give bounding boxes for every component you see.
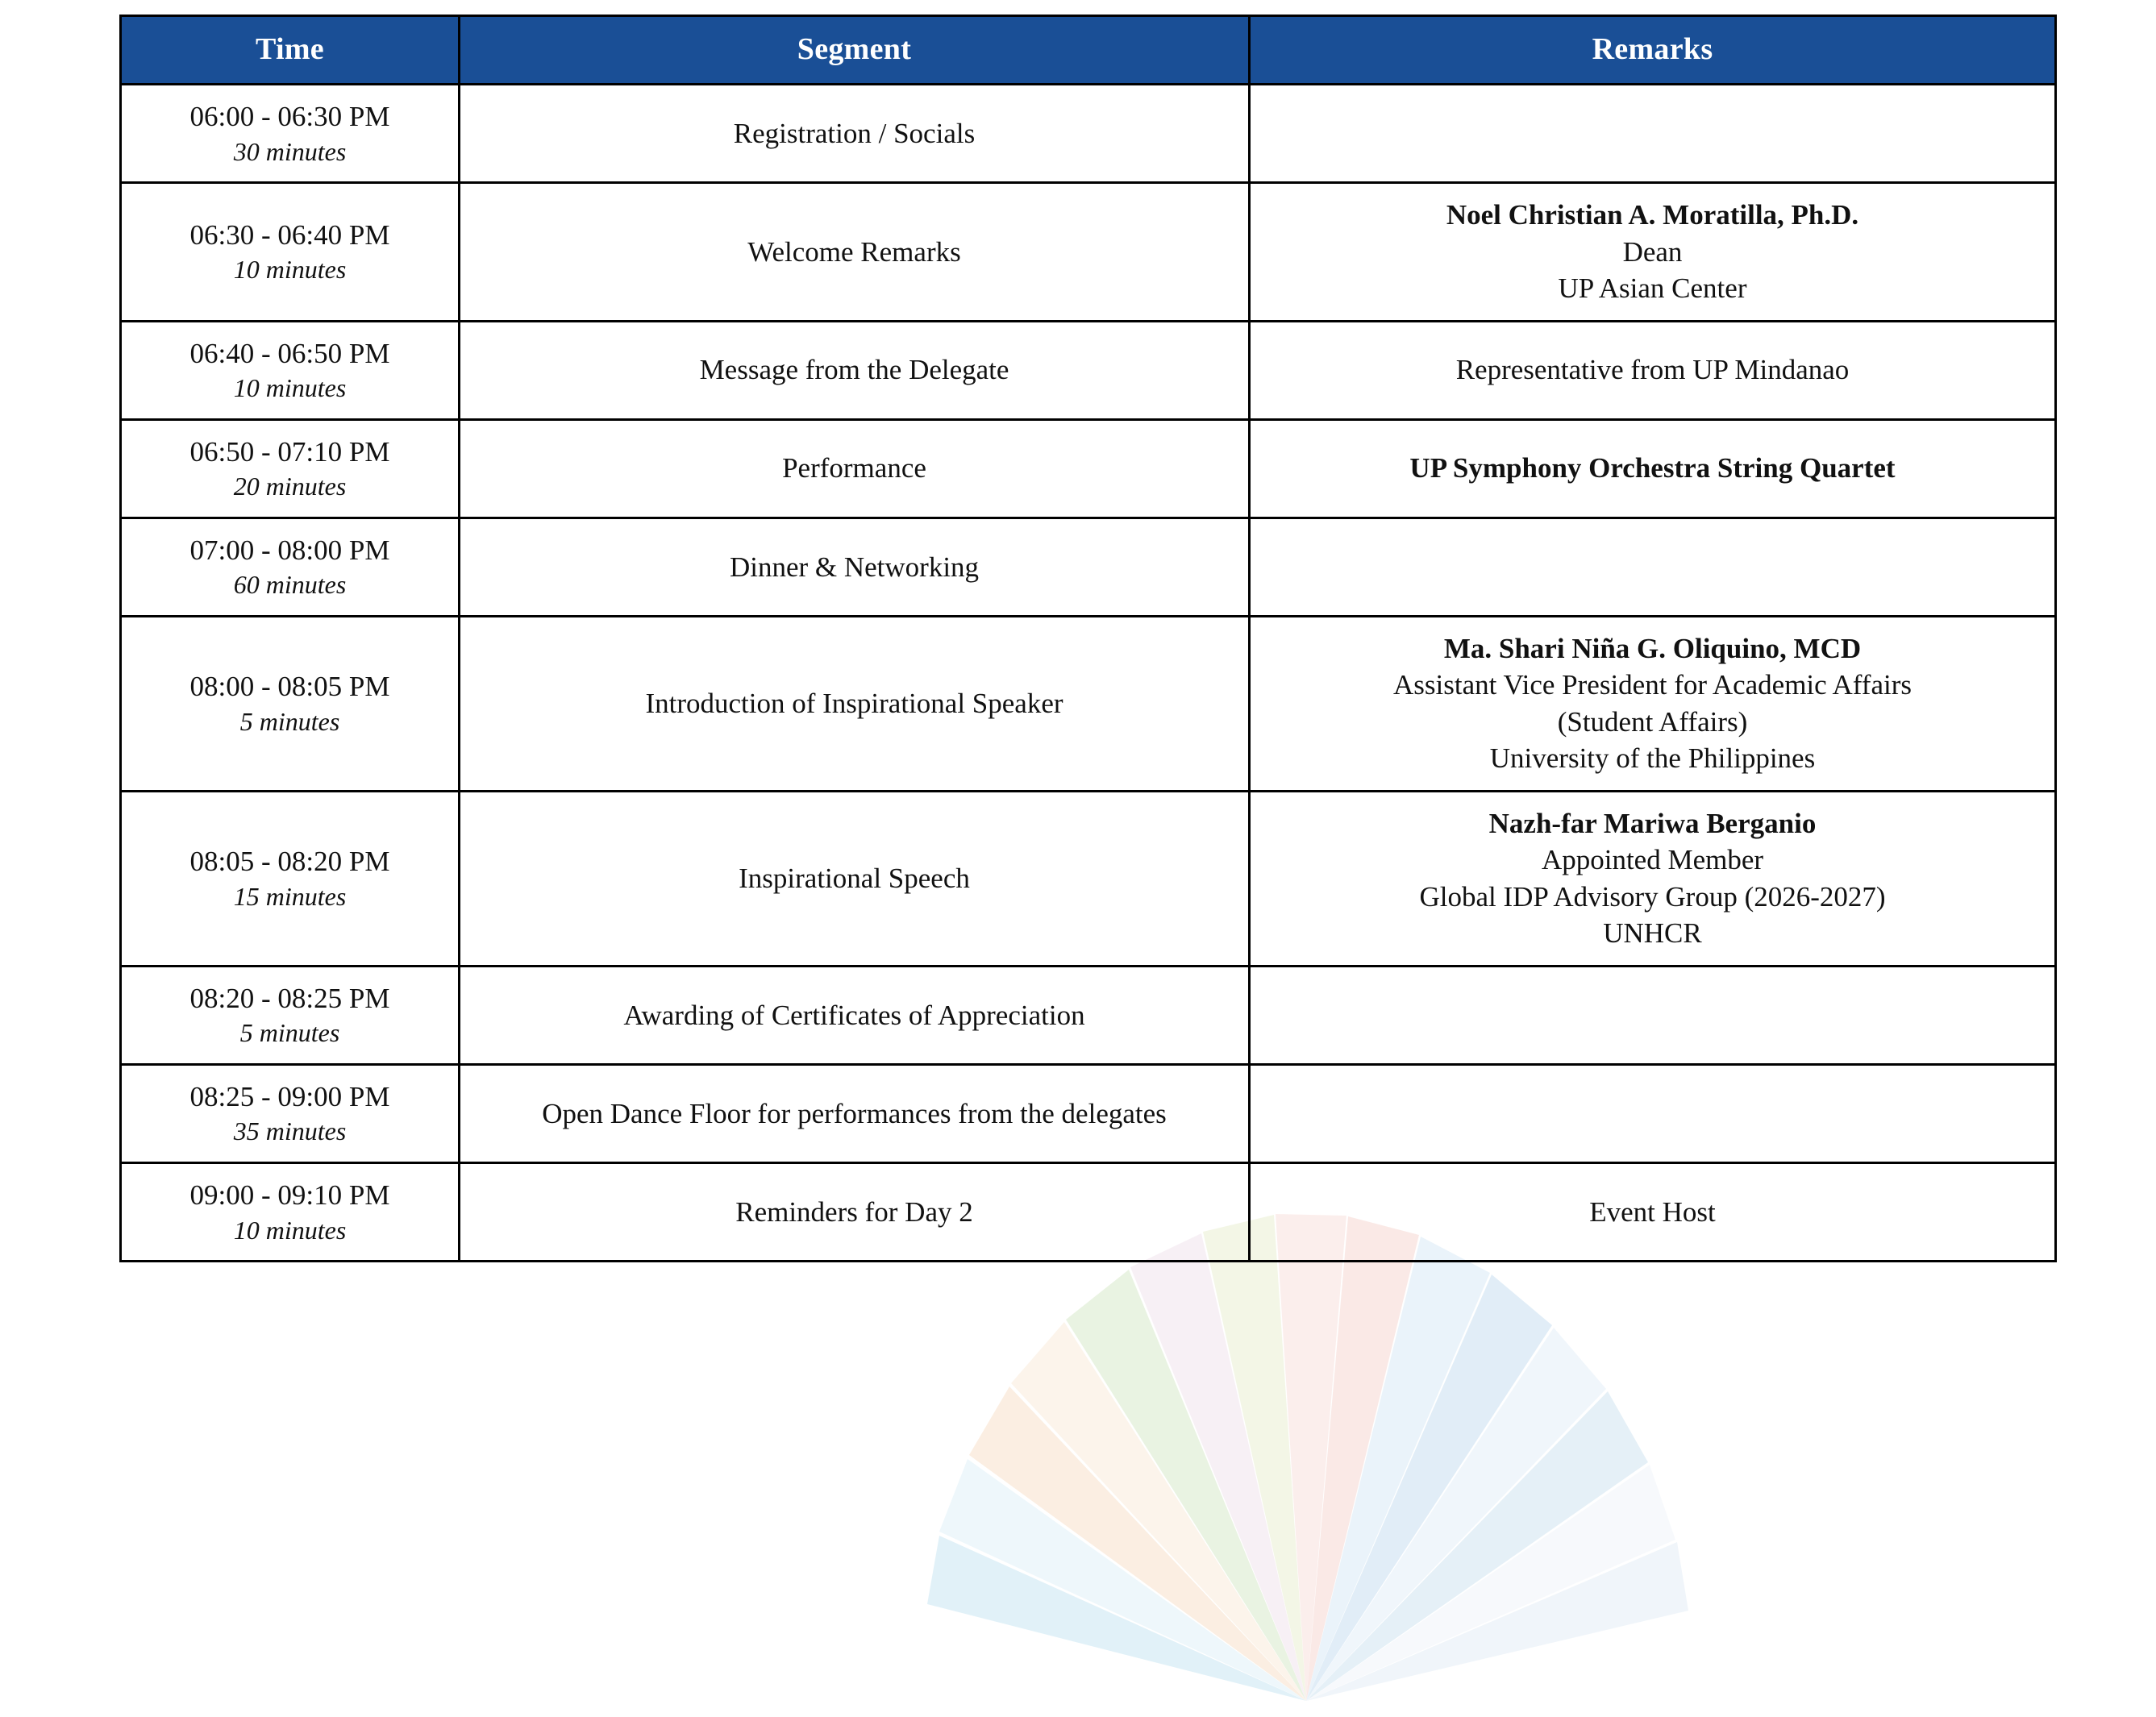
cell-remarks <box>1250 321 2056 419</box>
cell-time <box>121 616 460 791</box>
cell-segment: Open Dance Floor for performances from the delegates <box>460 1064 1250 1162</box>
time-duration: 10 minutes <box>233 373 347 403</box>
cell-segment: Reminders for Day 2 <box>460 1163 1250 1262</box>
cell-segment: Awarding of Certificates of Appreciation <box>460 966 1250 1064</box>
cell-time <box>121 1064 460 1162</box>
cell-segment: Introduction of Inspirational Speaker <box>460 616 1250 791</box>
cell-remarks <box>1250 966 2056 1064</box>
remarks-line: UP Asian Center <box>1558 272 1747 305</box>
column-header-time: Time <box>121 16 460 85</box>
cell-remarks <box>1250 1163 2056 1262</box>
time-duration: 35 minutes <box>233 1116 347 1146</box>
time-range: 08:25 - 09:00 PM <box>189 1080 390 1112</box>
remarks-lead: Ma. Shari Niña G. Oliquino, MCD <box>1443 632 1862 664</box>
time-range: 07:00 - 08:00 PM <box>189 534 390 566</box>
remarks-line: University of the Philippines <box>1489 742 1816 775</box>
table-row <box>121 518 2056 616</box>
cell-time <box>121 1163 460 1262</box>
cell-time <box>121 321 460 419</box>
table-row <box>121 321 2056 419</box>
cell-remarks <box>1250 1064 2056 1162</box>
remarks-line: UNHCR <box>1603 917 1702 950</box>
cell-time <box>121 966 460 1064</box>
time-duration: 5 minutes <box>239 706 340 736</box>
time-duration: 20 minutes <box>233 472 347 501</box>
table-row <box>121 85 2056 183</box>
remarks-line: Event Host <box>1589 1195 1716 1228</box>
cell-time <box>121 518 460 616</box>
cell-segment: Dinner & Networking <box>460 518 1250 616</box>
remarks-lead: Noel Christian A. Moratilla, Ph.D. <box>1446 199 1859 231</box>
time-range: 06:50 - 07:10 PM <box>189 435 390 468</box>
cell-remarks <box>1250 791 2056 966</box>
table-row <box>121 419 2056 518</box>
cell-time <box>121 183 460 322</box>
table-header-row <box>121 16 2056 85</box>
time-duration: 10 minutes <box>233 1215 347 1245</box>
cell-segment: Inspirational Speech <box>460 791 1250 966</box>
table-body <box>121 85 2056 1262</box>
program-schedule-table <box>119 15 2057 1262</box>
table-row <box>121 966 2056 1064</box>
remarks-line: Appointed Member <box>1541 844 1764 876</box>
remarks-lead: UP Symphony Orchestra String Quartet <box>1409 452 1896 484</box>
column-header-remarks: Remarks <box>1250 16 2056 85</box>
table-row <box>121 616 2056 791</box>
cell-remarks <box>1250 518 2056 616</box>
time-range: 09:00 - 09:10 PM <box>189 1179 390 1212</box>
time-duration: 60 minutes <box>233 570 347 600</box>
cell-segment: Registration / Socials <box>460 85 1250 183</box>
time-range: 08:05 - 08:20 PM <box>189 846 390 878</box>
cell-time <box>121 791 460 966</box>
time-range: 06:30 - 06:40 PM <box>189 218 390 251</box>
remarks-line: Representative from UP Mindanao <box>1455 354 1850 386</box>
remarks-line: Assistant Vice President for Academic Affairs <box>1393 669 1912 701</box>
table-row <box>121 1163 2056 1262</box>
remarks-lead: Nazh-far Mariwa Berganio <box>1488 807 1817 839</box>
cell-segment: Welcome Remarks <box>460 183 1250 322</box>
column-header-segment: Segment <box>460 16 1250 85</box>
time-range: 08:00 - 08:05 PM <box>189 671 390 703</box>
cell-remarks <box>1250 419 2056 518</box>
time-range: 06:00 - 06:30 PM <box>189 101 390 132</box>
cell-segment: Performance <box>460 419 1250 518</box>
table-row <box>121 1064 2056 1162</box>
cell-remarks <box>1250 616 2056 791</box>
time-range: 08:20 - 08:25 PM <box>189 982 390 1014</box>
cell-remarks <box>1250 85 2056 183</box>
time-duration: 10 minutes <box>233 255 347 285</box>
cell-remarks <box>1250 183 2056 322</box>
time-duration: 15 minutes <box>233 881 347 911</box>
cell-segment: Message from the Delegate <box>460 321 1250 419</box>
cell-time <box>121 419 460 518</box>
remarks-line: (Student Affairs) <box>1557 705 1748 738</box>
remarks-line: Dean <box>1622 235 1683 268</box>
table-row <box>121 183 2056 322</box>
time-duration: 5 minutes <box>239 1018 340 1048</box>
cell-time <box>121 85 460 183</box>
remarks-line: Global IDP Advisory Group (2026-2027) <box>1419 880 1886 913</box>
time-duration: 30 minutes <box>233 136 347 166</box>
table-row <box>121 791 2056 966</box>
time-range: 06:40 - 06:50 PM <box>189 337 390 369</box>
